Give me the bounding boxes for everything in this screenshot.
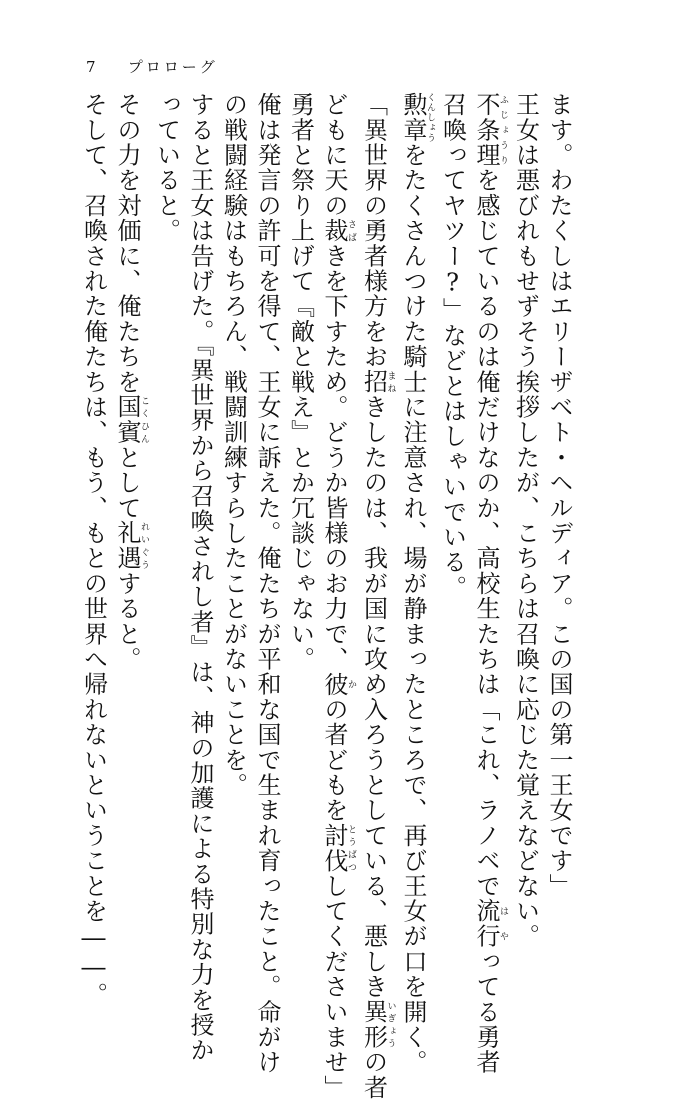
text-line: そして、召喚された俺たちは、もう、もとの世界へ帰れないということを――。 <box>79 92 108 1008</box>
text-segment: どもに天の <box>320 92 348 218</box>
text-segment: その力を対価に、俺たちを <box>113 92 141 395</box>
ruby-annotation <box>472 898 508 949</box>
text-segment: してくださいませ」 <box>320 873 348 1100</box>
ruby-annotation <box>359 999 396 1050</box>
ruby-annotation <box>320 218 356 244</box>
text-line: 王女は悪びれもせずそう挨拶したが、こちらは召喚に応じた覚えなどない。 <box>511 92 540 949</box>
ruby-base: 国賓 <box>113 394 141 445</box>
chapter-title: プロローグ <box>127 58 218 76</box>
ruby-base: 不条理 <box>472 92 500 168</box>
text-line: 召喚ってヤツー?」などとはしゃいでいる。 <box>438 92 467 600</box>
ruby-base: 礼遇 <box>113 520 141 571</box>
text-segment: の者どもを <box>320 696 348 823</box>
text-segment: を感じているのは俺だけなのか、高校生たちは「これ、ラノベで <box>472 167 500 899</box>
ruby-annotation <box>113 520 149 571</box>
text-line <box>469 92 509 1075</box>
ruby-annotation <box>359 369 396 395</box>
ruby-base: 招 <box>359 369 388 395</box>
ruby-reading: れいぐう <box>139 520 149 571</box>
ruby-base: 異形 <box>359 999 388 1050</box>
text-line <box>396 92 436 1075</box>
ruby-base: 討伐 <box>320 822 348 874</box>
ruby-base: 勲章 <box>399 92 427 143</box>
text-line: ます。わたくしはエリーザベト・ヘルディア。この国の第一王女です」 <box>545 92 573 899</box>
text-segment: として <box>113 444 141 521</box>
ruby-annotation <box>320 671 356 697</box>
text-segment: をたくさんつけた騎士に注意され、場が静まったところで、再び王女が口を開く。 <box>399 142 427 1075</box>
ruby-reading: こくひん <box>139 394 149 445</box>
text-line <box>317 92 357 1100</box>
ruby-reading: いぎょう <box>385 999 396 1050</box>
text-segment: きしたのは、我が国に攻め入ろうとしている、悪しき <box>359 394 388 1000</box>
text-segment: ってる勇者 <box>472 948 500 1075</box>
page-number: 7 <box>86 58 97 76</box>
text-segment: すると。 <box>113 570 141 672</box>
text-line <box>356 92 396 1100</box>
ruby-base: 流行 <box>472 898 500 949</box>
ruby-reading: ふじょうり <box>498 92 508 168</box>
running-head <box>86 56 218 77</box>
ruby-reading: か <box>346 671 356 697</box>
text-segment: の者 <box>359 1049 388 1100</box>
vertical-text-body <box>79 92 575 1100</box>
ruby-reading: とうばつ <box>346 822 356 874</box>
text-segment: 「異世界の勇者様方をお <box>359 92 388 370</box>
text-line: 勇者と祭り上げて『敵と戦え』とか冗談じゃない。 <box>286 92 315 672</box>
ruby-annotation <box>472 92 508 168</box>
ruby-annotation <box>399 92 435 143</box>
ruby-base: 彼 <box>320 671 348 697</box>
text-line: っていると。 <box>152 92 181 244</box>
text-line: 俺は発言の許可を得て、王女に訴えた。俺たちが平和な国で生まれ育ったこと。命がけ <box>253 92 281 1075</box>
text-line <box>110 92 150 962</box>
ruby-annotation <box>113 394 149 445</box>
ruby-reading: はや <box>498 898 508 949</box>
ruby-reading: くんしょう <box>425 92 435 143</box>
ruby-reading: さば <box>346 218 356 244</box>
text-line: の戦闘経験はもちろん、戦闘訓練すらしたことがないことを。 <box>219 92 248 798</box>
ruby-reading: まね <box>385 369 396 395</box>
text-line: すると王女は告げた。『異世界から召喚されし者』は、神の加護による特別な力を授か <box>186 92 214 1063</box>
ruby-base: 裁 <box>320 218 348 244</box>
ruby-annotation <box>320 822 356 874</box>
text-segment: きを下すため。どうか皆様のお力で、 <box>320 243 348 672</box>
